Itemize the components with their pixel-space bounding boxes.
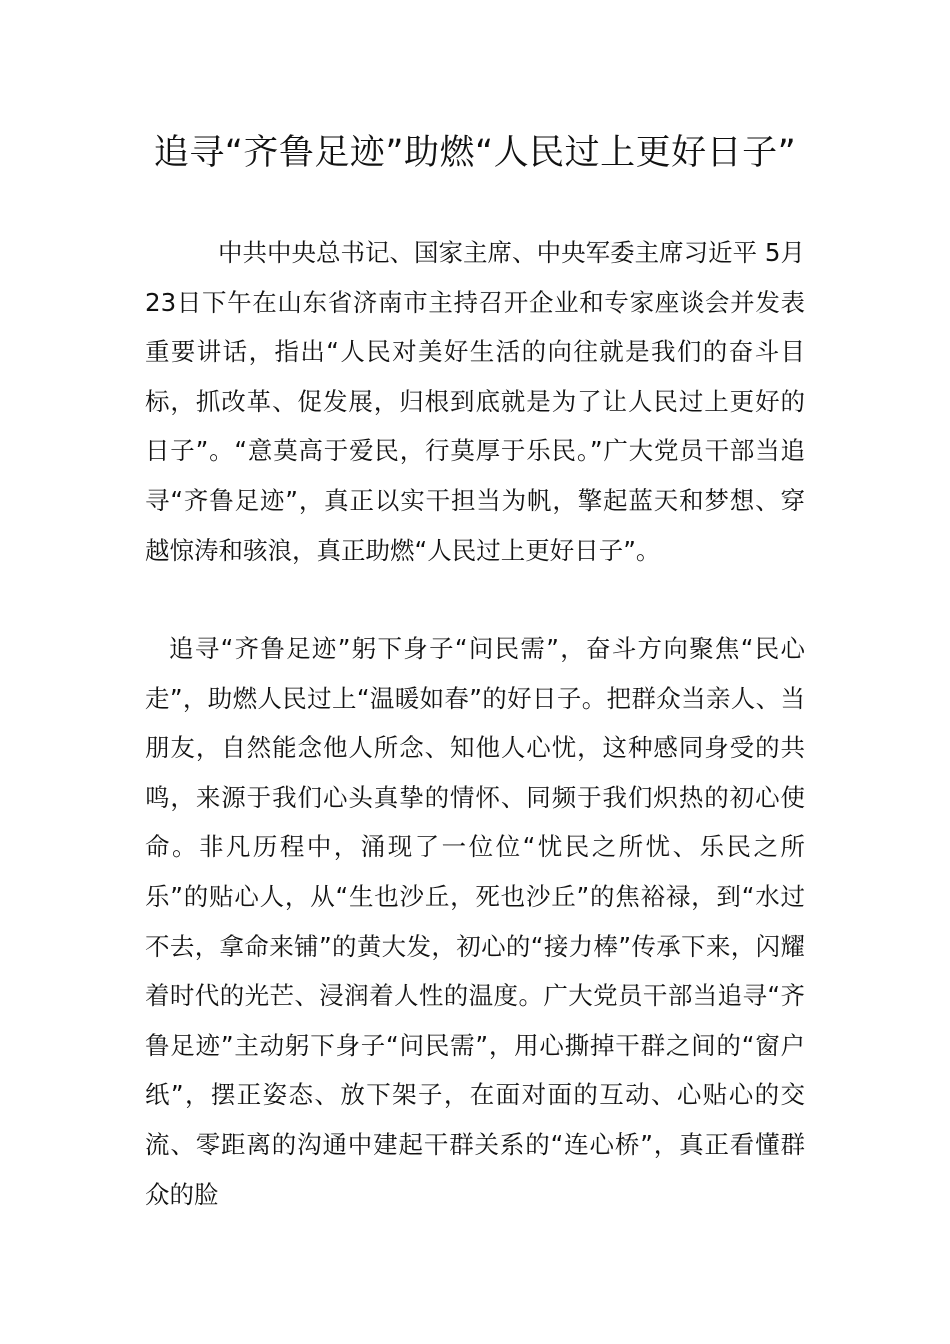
paragraph-2: 追寻“齐鲁足迹”躬下身子“问民需”，奋斗方向聚焦“民心走”，助燃人民过上“温暖如春”的好日子。把群众当亲人、当朋友，自然能念他人所念、知他人心忧，这种感同身受的共鸣，来源于我们心头真挚的情怀、同频于我们炽热的初心使命。非凡历程中，涌现了一位位“忧民之所忧、乐民之所乐”的贴心人，从“生也沙丘，死也沙丘”的焦裕禄，到“水过不去，拿命来铺”的黄大发，初心的“接力棒”传承下来，闪耀着时代的光芒、浸润着人性的温度。广大党员干部当追寻“齐鲁足迹”主动躬下身子“问民需”，用心撕掉干群之间的“窗户纸”，摆正姿态、放下架子，在面对面的互动、心贴心的交流、零距离的沟通中建起干群关系的“连心桥”，真正看懂群众的脸	[145, 634, 805, 1209]
paragraph-1: 中共中央总书记、国家主席、中央军委主席习近平 5月23日下午在山东省济南市主持召开企业和专家座谈会并发表重要讲话，指出“人民对美好生活的向往就是我们的奋斗目标，抓改革、促发展，归根到底就是为了让人民过上更好的日子”。“意莫高于爱民，行莫厚于乐民。”广大党员干部当追寻“齐鲁足迹”，真正以实干担当为帆，擎起蓝天和梦想、穿越惊涛和骇浪，真正助燃“人民过上更好日子”。	[145, 238, 805, 565]
document-title: 追寻“齐鲁足迹”助燃“人民过上更好日子”	[153, 133, 797, 173]
